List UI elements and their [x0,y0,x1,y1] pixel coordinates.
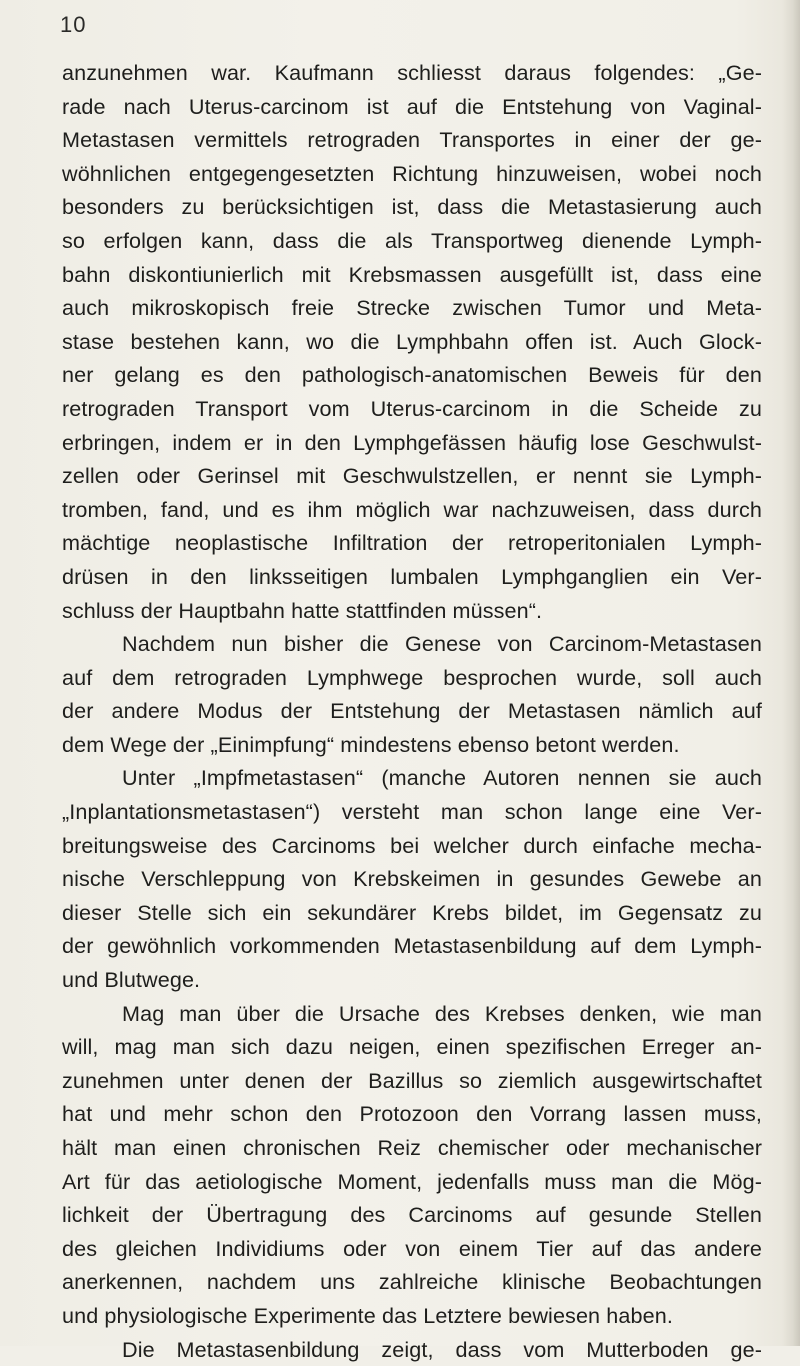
body-text [62,56,762,1366]
text-line: Art für das aetiologische Moment, jedenfalls muss man die Mög- [62,1168,762,1194]
text-line: anerkennen, nachdem uns zahlreiche klinische Beobachtungen [62,1269,762,1295]
text-line: retrograden Transport vom Uterus-carcinom in die Scheide zu [62,395,762,421]
text-line: Mag man über die Ursache des Krebses denken, wie man [122,1000,762,1026]
text-line: Unter „Impfmetastasen“ (manche Autoren nennen sie auch [122,765,762,791]
text-line: der gewöhnlich vorkommenden Metastasenbildung auf dem Lymph- [62,933,762,959]
text-line: bahn diskontiunierlich mit Krebsmassen ausgefüllt ist, dass eine [62,261,762,287]
text-line: ner gelang es den pathologisch-anatomischen Beweis für den [62,362,762,388]
text-line: auf dem retrograden Lymphwege besprochen wurde, soll auch [62,664,762,690]
page-number: 10 [60,12,87,37]
text-line: dem Wege der „Einimpfung“ mindestens ebenso betont werden. [62,731,680,757]
text-line: zunehmen unter denen der Bazillus so ziemlich ausgewirtschaftet [62,1067,762,1093]
text-line: Die Metastasenbildung zeigt, dass vom Mutterboden ge- [122,1336,762,1362]
text-line: hält man einen chronischen Reiz chemischer oder mechanischer [62,1135,762,1160]
text-line: erbringen, indem er in den Lymphgefässen häufig lose Geschwulst- [62,429,762,455]
text-line: breitungsweise des Carcinoms bei welcher durch einfache mecha- [62,832,762,858]
text-line: tromben, fand, und es ihm möglich war nachzuweisen, dass durch [62,496,762,522]
text-line: Nachdem nun bisher die Genese von Carcinom-Metastasen [122,631,762,657]
text-line: lichkeit der Übertragung des Carcinoms auf gesunde Stellen [62,1202,762,1228]
text-line: will, mag man sich dazu neigen, einen spezifischen Erreger an- [62,1034,762,1060]
text-line: und Blutwege. [62,967,201,993]
text-line: hat und mehr schon den Protozoon den Vorrang lassen muss, [62,1101,762,1127]
text-line: nische Verschleppung von Krebskeimen in gesundes Gewebe an [62,866,762,892]
text-line: Metastasen vermittels retrograden Transportes in einer der ge- [62,127,762,153]
text-line: dieser Stelle sich ein sekundärer Krebs bildet, im Gegensatz zu [62,899,762,925]
text-line: des gleichen Individiums oder von einem Tier auf das andere [62,1235,762,1261]
text-line: drüsen in den linksseitigen lumbalen Lymphganglien ein Ver- [62,563,762,589]
text-line: besonders zu berücksichtigen ist, dass die Metastasierung auch [62,194,762,220]
text-line: zellen oder Gerinsel mit Geschwulstzellen, er nennt sie Lymph- [62,463,762,489]
text-line: wöhnlichen entgegengesetzten Richtung hinzuweisen, wobei noch [62,160,762,186]
text-line: rade nach Uterus-carcinom ist auf die Entstehung von Vaginal- [62,93,762,119]
text-line: „Inplantationsmetastasen“) versteht man schon lange eine Ver- [62,799,762,825]
text-line: schluss der Hauptbahn hatte stattfinden müssen“. [62,597,543,623]
page-edge-shadow [782,0,800,1346]
text-line: mächtige neoplastische Infiltration der retroperitonialen Lymph- [62,530,762,556]
text-line: so erfolgen kann, dass die als Transportweg dienende Lymph- [62,227,762,253]
text-line: und physiologische Experimente das Letztere bewiesen haben. [62,1302,673,1328]
text-line: anzunehmen war. Kaufmann schliesst daraus folgendes: „Ge- [62,60,762,85]
text-line: der andere Modus der Entstehung der Metastasen nämlich auf [62,698,762,724]
text-line: stase bestehen kann, wo die Lymphbahn offen ist. Auch Glock- [62,328,762,354]
text-line: auch mikroskopisch freie Strecke zwischen Tumor und Meta- [62,295,762,321]
